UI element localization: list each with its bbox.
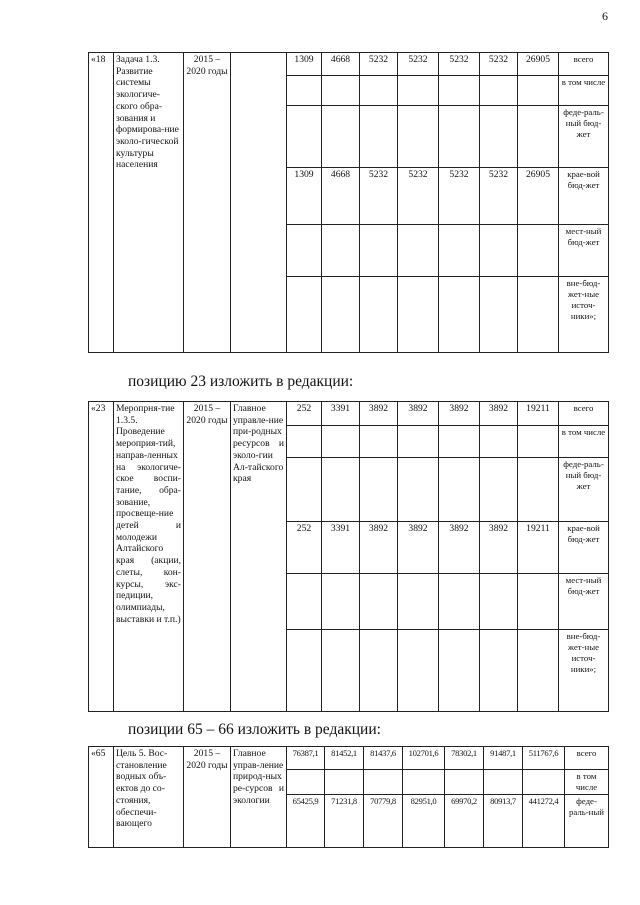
value-2017: 3892 (360, 402, 398, 426)
table-row (89, 402, 609, 426)
value-2016: 4668 (322, 53, 360, 76)
value-2018: 3892 (398, 402, 439, 426)
including-label: в том числе (559, 426, 609, 458)
table-position-65 (88, 746, 609, 848)
regional-budget-label: крае-вой бюд-жет (559, 522, 609, 574)
item-name: Задача 1.3. Развитие системы экологиче-ского обра-зования и формирова-ние эколо-гической культуры населения (114, 53, 184, 353)
value-2018: 102701,6 (403, 747, 445, 770)
value-2017: 70779,8 (364, 795, 403, 848)
value-2020: 5232 (480, 53, 518, 76)
value-2020: 91487,1 (484, 747, 523, 770)
value-2016: 81452,1 (325, 747, 364, 770)
value-2019: 5232 (439, 168, 480, 225)
item-years: 2015 – 2020 годы (184, 402, 231, 712)
federal-budget-label: феде-раль-ный (565, 795, 609, 848)
extrabudgetary-label: вне-бюд-жет-ные источ-ники»; (559, 630, 609, 712)
including-label: в том числе (559, 76, 609, 106)
value-2015: 1309 (287, 53, 322, 76)
value-2019: 78302,1 (445, 747, 484, 770)
value-2018: 5232 (398, 53, 439, 76)
value-2020: 80913,7 (484, 795, 523, 848)
value-2017: 3892 (360, 522, 398, 574)
item-executor: Главное управ-ление природ-ных ре-сурсов и экологии (231, 747, 287, 848)
table-row (89, 53, 609, 76)
value-2019: 3892 (439, 402, 480, 426)
table-row (89, 747, 609, 770)
value-2015: 76387,1 (287, 747, 325, 770)
position-number: «23 (89, 402, 114, 712)
federal-budget-label: феде-раль-ный бюд-жет (559, 106, 609, 168)
value-2019: 69970,2 (445, 795, 484, 848)
value-2015: 65425,9 (287, 795, 325, 848)
item-executor (231, 53, 287, 353)
value-2017: 5232 (360, 53, 398, 76)
value-2020: 5232 (480, 168, 518, 225)
value-2020: 3892 (480, 402, 518, 426)
value-2015: 1309 (287, 168, 322, 225)
value-2019: 3892 (439, 522, 480, 574)
value-total: 441272,4 (523, 795, 565, 848)
value-2016: 3391 (322, 402, 360, 426)
value-2018: 82951,0 (403, 795, 445, 848)
value-2018: 5232 (398, 168, 439, 225)
value-total: 26905 (518, 53, 559, 76)
position-number: «65 (89, 747, 114, 848)
value-2017: 81437,6 (364, 747, 403, 770)
value-2018: 3892 (398, 522, 439, 574)
federal-budget-label: феде-раль-ный бюд-жет (559, 458, 609, 522)
item-name: Цель 5. Вос-становление водных объ-ектов до со-стояния, обеспечи-вающего (114, 747, 184, 848)
extrabudgetary-label: вне-бюд-жет-ные источ-ники»; (559, 277, 609, 353)
value-total: 19211 (518, 522, 559, 574)
value-2015: 252 (287, 402, 322, 426)
value-2016: 4668 (322, 168, 360, 225)
table-position-18 (88, 52, 609, 353)
including-label: в том числе (565, 770, 609, 795)
caption-position-23: позицию 23 изложить в редакции: (128, 373, 354, 390)
item-years: 2015 – 2020 годы (184, 53, 231, 353)
table-position-23 (88, 401, 609, 712)
value-total: 19211 (518, 402, 559, 426)
source-total-label: всего (559, 402, 609, 426)
regional-budget-label: крае-вой бюд-жет (559, 168, 609, 225)
value-2017: 5232 (360, 168, 398, 225)
source-total-label: всего (565, 747, 609, 770)
caption-positions-65-66: позиции 65 – 66 изложить в редакции: (128, 721, 381, 738)
value-2015: 252 (287, 522, 322, 574)
position-number: «18 (89, 53, 114, 353)
item-years: 2015 – 2020 годы (184, 747, 231, 848)
value-2016: 71231,8 (325, 795, 364, 848)
value-total: 26905 (518, 168, 559, 225)
value-2020: 3892 (480, 522, 518, 574)
item-name: Меропрня-тие 1.3.5. Проведение мероприя-тий, направ-ленных на экологиче-ское воспи-тание, обра-зование, просвеще-ние детей и молодежи Алтайского края (акции, слеты, кон-курсы, экс-педиции, олимпиады, выставки и т.п.) (114, 402, 184, 712)
local-budget-label: мест-ный бюд-жет (559, 574, 609, 630)
source-total-label: всего (559, 53, 609, 76)
value-2019: 5232 (439, 53, 480, 76)
value-total: 511767,6 (523, 747, 565, 770)
page-number: 6 (602, 9, 608, 23)
local-budget-label: мест-ный бюд-жет (559, 225, 609, 277)
item-executor: Главное управле-ние при-родных ресурсов и эколо-гии Ал-тайского края (231, 402, 287, 712)
value-2016: 3391 (322, 522, 360, 574)
